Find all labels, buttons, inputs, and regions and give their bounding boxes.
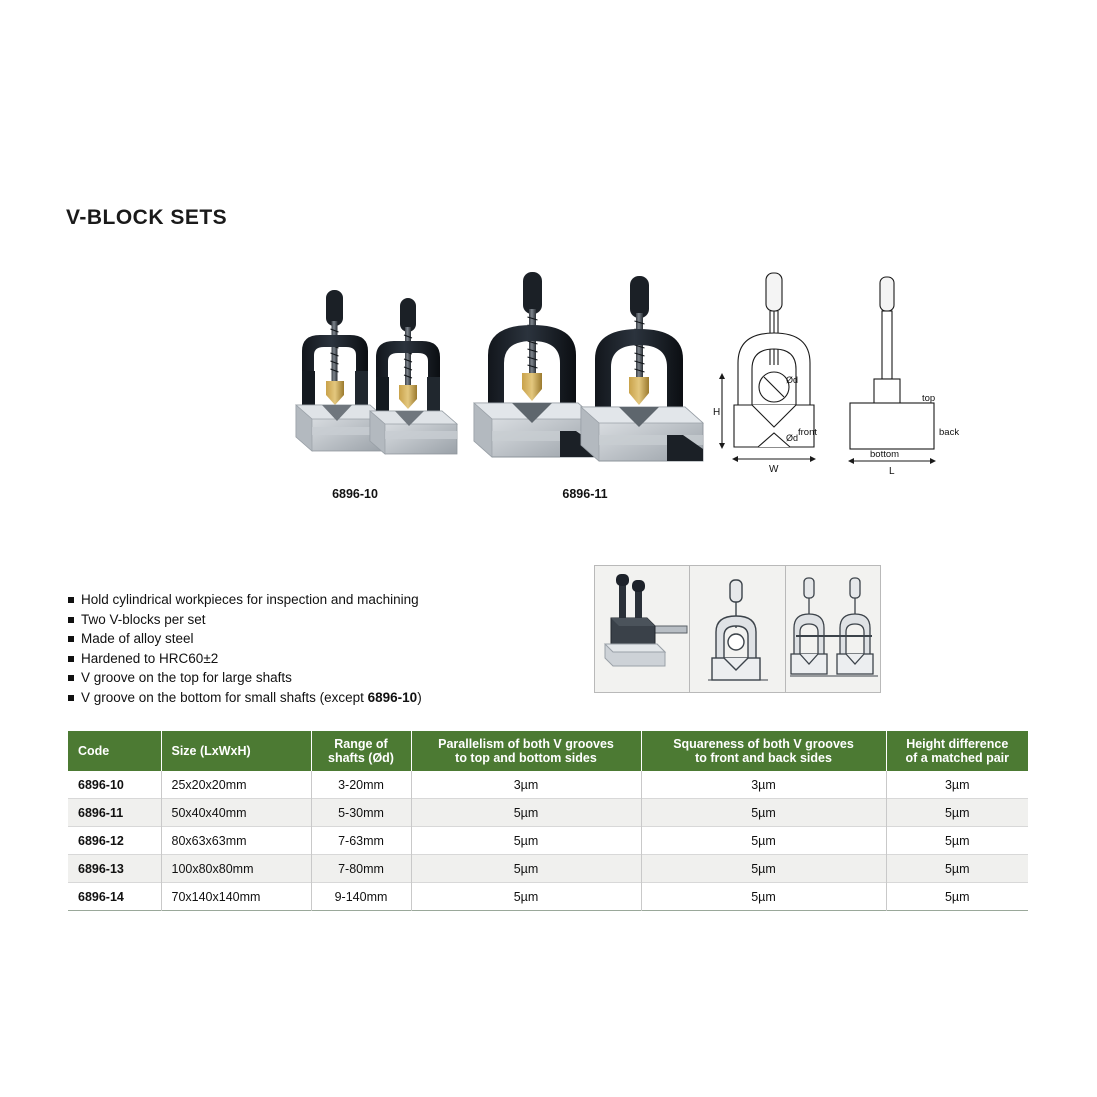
cell-height-difference: 5µm — [944, 889, 970, 904]
vblock-6896-11-a — [474, 272, 596, 457]
vblock-6896-11-b — [581, 276, 703, 461]
cell-squareness: 5µm — [641, 799, 886, 827]
cell-squareness: 3µm — [641, 771, 886, 799]
cell-height-difference: 5µm — [944, 805, 970, 820]
feature-text-composite — [81, 688, 422, 708]
table-row — [68, 799, 1028, 827]
cell-size: 100x80x80mm — [161, 855, 311, 883]
cell-size: 25x20x20mm — [161, 771, 311, 799]
caption-6896-10: 6896-10 — [332, 487, 378, 501]
list-item — [68, 590, 548, 610]
cell-height-difference: 3µm — [944, 777, 970, 792]
application-photo-1 — [595, 566, 690, 692]
cell-parallelism: 3µm — [411, 771, 641, 799]
cell-squareness: 5µm — [641, 883, 886, 911]
application-photo-2 — [690, 566, 785, 692]
cell-code: 6896-14 — [68, 883, 161, 911]
table-header-code: Code — [68, 731, 161, 771]
table-row — [68, 855, 1028, 883]
table-row — [68, 883, 1028, 911]
face-label-top: top — [922, 393, 936, 404]
table-header-size: Size (LxWxH) — [161, 731, 311, 771]
cell-parallelism: 5µm — [411, 855, 641, 883]
list-item — [68, 668, 548, 688]
table-header-range: Range of shafts (Ød) — [311, 731, 411, 771]
cell-height-difference: 5µm — [944, 833, 970, 848]
caption-6896-11: 6896-11 — [562, 487, 608, 501]
feature-text: Two V-blocks per set — [81, 611, 206, 627]
bullet-square-icon — [68, 695, 74, 701]
list-item — [68, 610, 548, 630]
table-row — [68, 771, 1028, 799]
face-label-back: back — [939, 427, 960, 438]
feature-list — [68, 590, 548, 707]
cell-range: 5-30mm — [311, 799, 411, 827]
cell-code: 6896-10 — [68, 771, 161, 799]
table-header-row — [68, 731, 1028, 771]
table-row — [68, 827, 1028, 855]
face-label-bottom: bottom — [870, 449, 900, 460]
feature-text-bold: 6896-10 — [367, 689, 418, 705]
product-illustration-group — [260, 255, 1020, 510]
bullet-square-icon — [68, 636, 74, 642]
feature-text: V groove on the top for large shafts — [81, 670, 292, 685]
cell-code: 6896-12 — [68, 827, 161, 855]
cell-code: 6896-11 — [68, 799, 161, 827]
feature-text: Hardened to HRC60±2 — [81, 650, 219, 666]
cell-code: 6896-13 — [68, 855, 161, 883]
dim-label-h: H — [713, 407, 721, 418]
cell-squareness: 5µm — [641, 855, 886, 883]
feature-text-tail: ) — [417, 689, 422, 705]
dim-label-w: W — [769, 464, 779, 475]
feature-text: V groove on the bottom for small shafts (except — [81, 689, 368, 705]
cell-size: 80x63x63mm — [161, 827, 311, 855]
application-photo-3 — [786, 566, 880, 692]
specification-table — [68, 731, 1028, 911]
bullet-square-icon — [68, 675, 74, 681]
cell-range: 7-80mm — [311, 855, 411, 883]
application-photo-1-image — [595, 566, 690, 692]
application-photos-panel — [594, 565, 881, 693]
page-title: V-BLOCK SETS — [66, 206, 228, 229]
list-item — [68, 629, 548, 649]
cell-size: 70x140x140mm — [161, 883, 311, 911]
bullet-square-icon — [68, 617, 74, 623]
cell-height-difference: 5µm — [944, 861, 970, 876]
cell-range: 7-63mm — [311, 827, 411, 855]
feature-text: Made of alloy steel — [81, 631, 194, 646]
vblock-6896-10-b — [370, 298, 457, 454]
table-header-parallelism: Parallelism of both V grooves to top and bottom sides — [411, 731, 641, 771]
face-label-front: front — [798, 427, 818, 438]
list-item — [68, 688, 548, 708]
cell-parallelism: 5µm — [411, 883, 641, 911]
technical-drawing-side-view — [848, 277, 936, 464]
cell-range: 3-20mm — [311, 771, 411, 799]
cell-squareness: 5µm — [641, 827, 886, 855]
dim-label-d-top: Ød — [786, 375, 799, 385]
feature-text: Hold cylindrical workpieces for inspection and machining — [81, 592, 419, 607]
application-photo-2-image — [690, 566, 785, 692]
dim-label-d-bottom: Ød — [786, 433, 799, 443]
bullet-square-icon — [68, 597, 74, 603]
v-block-illustrations — [260, 255, 1020, 510]
list-item — [68, 649, 548, 669]
table-header-height-difference: Height difference of a matched pair — [886, 731, 1028, 771]
bullet-square-icon — [68, 656, 74, 662]
cell-parallelism: 5µm — [411, 827, 641, 855]
cell-size: 50x40x40mm — [161, 799, 311, 827]
application-photo-3-image — [786, 566, 880, 692]
cell-parallelism: 5µm — [411, 799, 641, 827]
cell-range: 9-140mm — [311, 883, 411, 911]
table-header-squareness: Squareness of both V grooves to front and back sides — [641, 731, 886, 771]
dim-label-l: L — [889, 466, 895, 477]
